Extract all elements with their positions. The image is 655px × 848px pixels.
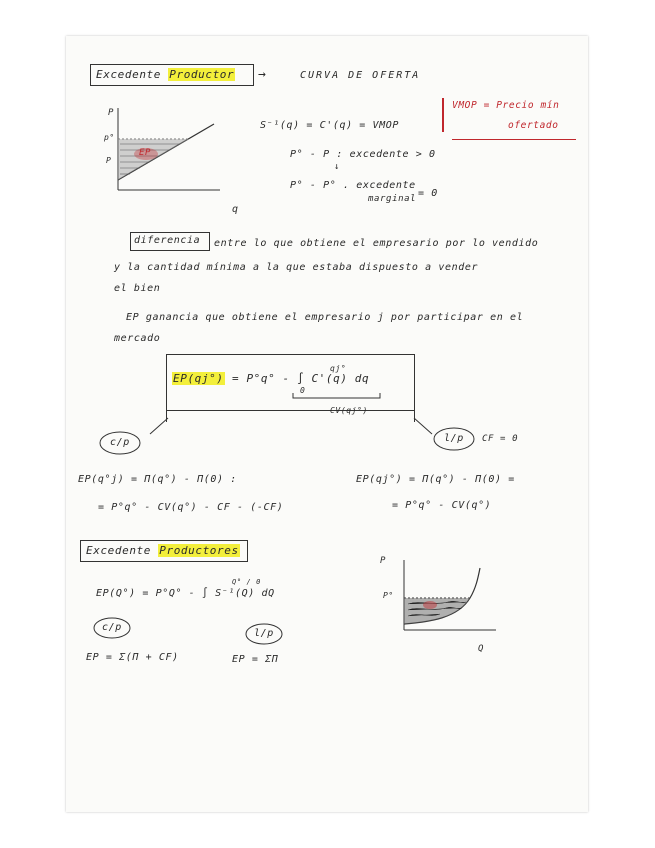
formula-arrows bbox=[140, 418, 440, 438]
diferencia-line2: y la cantidad mínima a la que estaba dispuesto a vender bbox=[114, 262, 479, 273]
section2-limits: Q° / 0 bbox=[232, 578, 261, 586]
formula-bracket-top bbox=[166, 354, 415, 355]
section2-formula: EP(Q°) = P°Q° - ∫ S⁻¹(Q) dQ bbox=[96, 588, 275, 599]
section2-title bbox=[86, 544, 240, 557]
red-note-line1: VMOP = Precio mín bbox=[452, 100, 560, 111]
formula-rhs: = P°q° - ∫ C'(q) dq bbox=[232, 372, 370, 385]
graph2-x-label: Q bbox=[478, 644, 485, 654]
diferencia-line1: entre lo que obtiene el empresario por lo vendido bbox=[214, 238, 539, 249]
eq1-line3a: P° - P° . excedente bbox=[290, 180, 416, 191]
eq1-line3b: marginal bbox=[368, 194, 417, 204]
formula-brace-label: CV(qj°) bbox=[330, 406, 368, 415]
eq1-line1: S⁻¹(q) = C'(q) = VMOP bbox=[260, 120, 400, 131]
section-title bbox=[96, 68, 235, 81]
market-supply-graph bbox=[400, 560, 500, 640]
cp-eq-line2: = P°q° - CV(q°) - CF - (-CF) bbox=[98, 502, 284, 513]
section2-ep-cp: EP = Σ(Π + CF) bbox=[86, 652, 179, 663]
diferencia-label: diferencia bbox=[134, 235, 201, 246]
eq1-line2: P° - P : excedente > 0 bbox=[290, 149, 436, 160]
section2-title-highlight: Productores bbox=[159, 544, 239, 557]
red-note-bar bbox=[442, 98, 444, 132]
lp-eq-line2: = P°q° - CV(q°) bbox=[392, 500, 492, 511]
graph2-y-label: P bbox=[380, 556, 387, 566]
red-note-line2: ofertado bbox=[508, 120, 559, 131]
graph2-tick: P° bbox=[383, 591, 394, 600]
formula-bracket-left bbox=[166, 354, 167, 422]
ep-def-line2: mercado bbox=[114, 333, 161, 344]
supply-curve-label: CURVA DE OFERTA bbox=[300, 70, 421, 81]
section2-cp-label: c/p bbox=[102, 622, 122, 633]
formula-underbrace bbox=[292, 392, 382, 404]
cp-circle-label: c/p bbox=[110, 437, 130, 448]
supply-graph bbox=[110, 108, 230, 208]
section2-lp-label: l/p bbox=[254, 628, 274, 639]
graph1-x-label: q bbox=[232, 204, 239, 215]
lp-eq-line1: EP(qj°) = Π(q°) - Π(0) = bbox=[356, 474, 515, 485]
graph1-tick-lower: P bbox=[106, 156, 112, 165]
section-title-plain: Excedente bbox=[96, 68, 162, 81]
cp-eq-line1: EP(q°j) = Π(q°) - Π(0) : bbox=[78, 474, 237, 485]
formula-upper-limit: qj° bbox=[330, 364, 347, 373]
formula-lhs-text: EP(qj°) bbox=[173, 372, 224, 385]
lp-circle-label: l/p bbox=[444, 433, 464, 444]
diferencia-line3: el bien bbox=[114, 283, 161, 294]
graph1-y-label: P bbox=[108, 108, 115, 118]
ep-def-line1: EP ganancia que obtiene el empresario j por participar en el bbox=[126, 312, 524, 323]
title-arrow: → bbox=[258, 67, 267, 82]
formula-bracket-bottom bbox=[166, 410, 415, 411]
red-note-underline bbox=[452, 139, 576, 140]
section-title-highlight: Productor bbox=[169, 68, 235, 81]
formula-lhs bbox=[172, 372, 225, 385]
section2-ep-lp: EP = ΣΠ bbox=[232, 654, 279, 665]
eq1-check: ↓ bbox=[334, 162, 341, 172]
section2-title-plain: Excedente bbox=[86, 544, 152, 557]
formula-bracket-right bbox=[414, 354, 415, 422]
formula-lower-limit: 0 bbox=[300, 386, 306, 395]
cf-zero-note: CF = 0 bbox=[482, 434, 519, 444]
eq1-line3c: = 0 bbox=[418, 188, 438, 199]
graph1-area-label: EP bbox=[139, 148, 152, 158]
graph1-tick-upper: p° bbox=[104, 133, 115, 142]
